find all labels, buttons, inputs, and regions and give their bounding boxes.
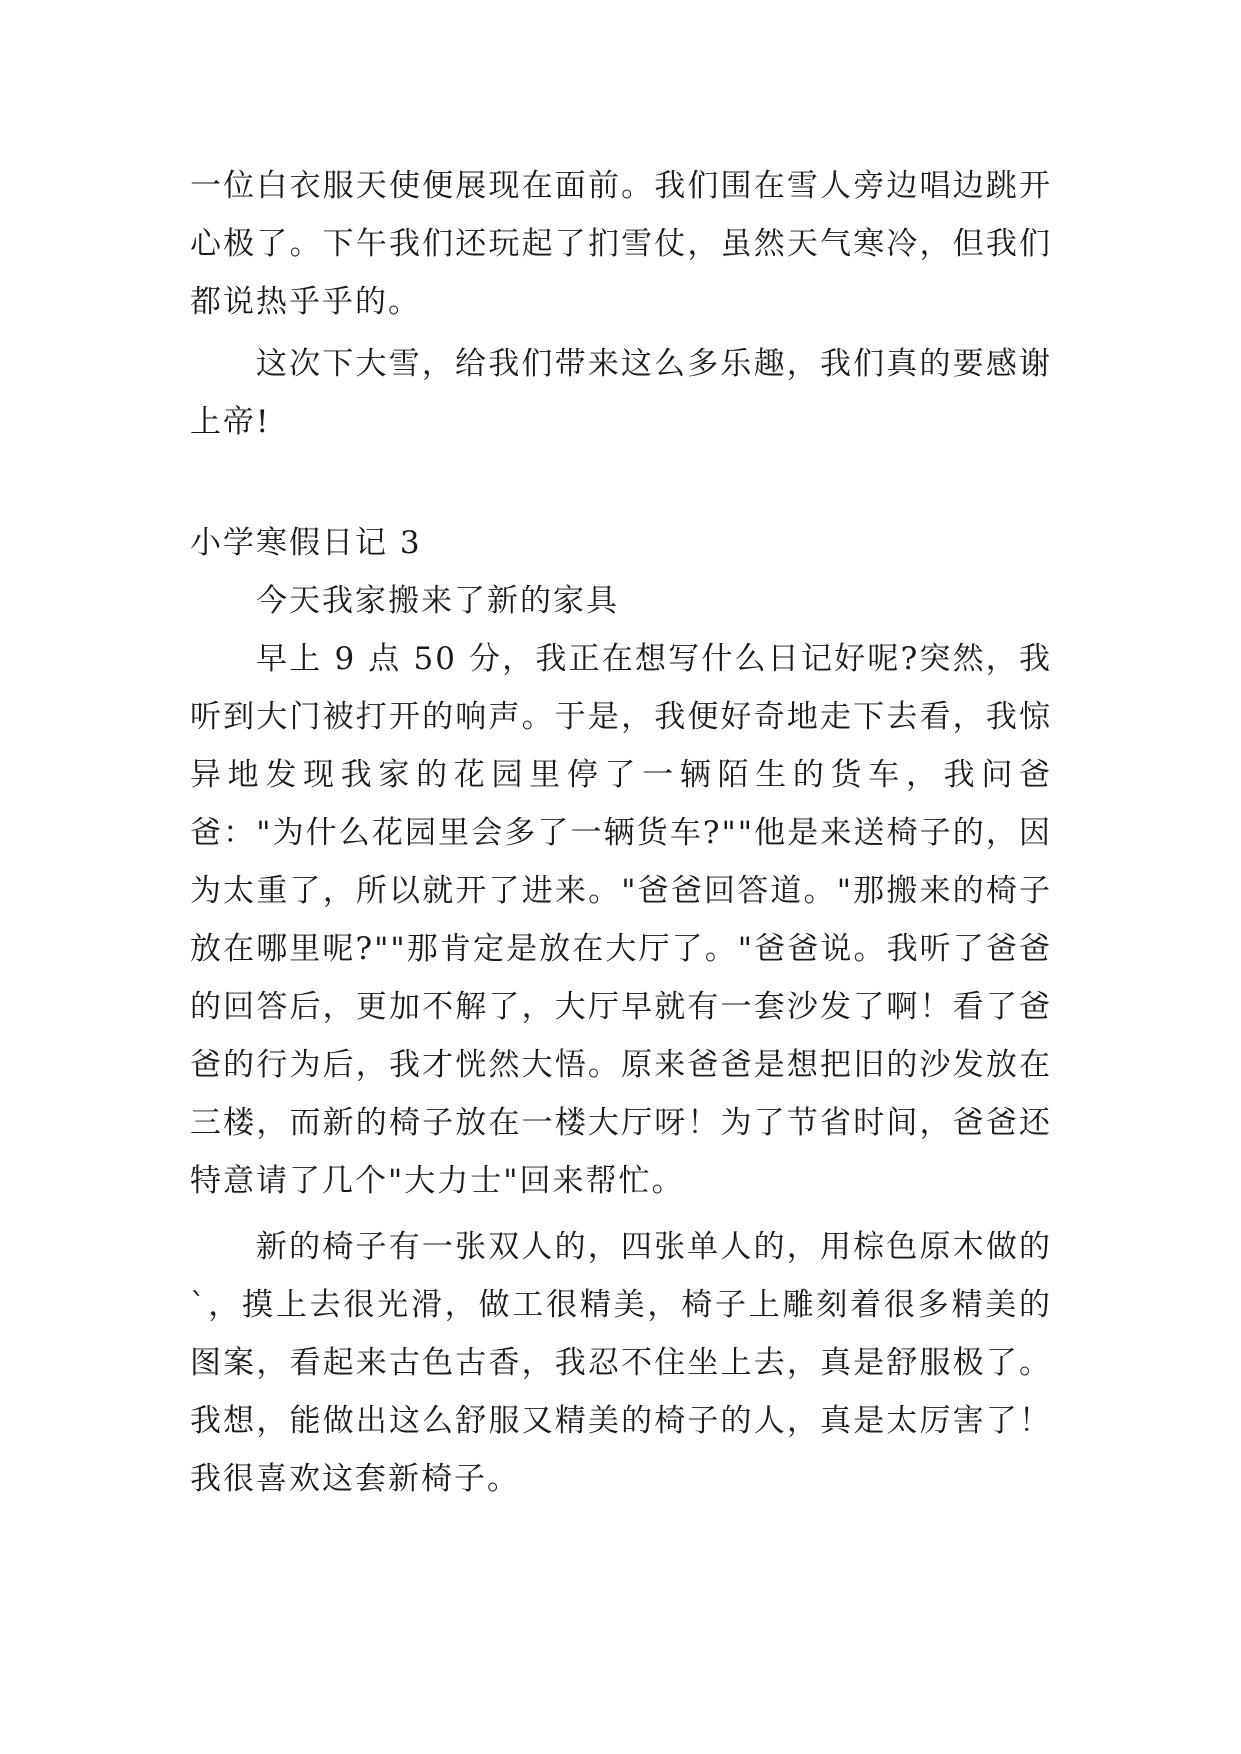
paragraph-snowman: 一位白衣服天使便展现在面前。我们围在雪人旁边唱边跳开心极了。下午我们还玩起了扪雪仗，虽然天气寒冷，但我们都说热乎乎的。 bbox=[190, 168, 1052, 320]
document-body bbox=[190, 157, 1052, 1508]
entry-title: 今天我家搬来了新的家具 bbox=[256, 583, 619, 619]
paragraph-furniture-arrival: 早上 9 点 50 分，我正在想写什么日记好呢?突然，我听到大门被打开的响声。于是，我便好奇地走下去看，我惊异地发现我家的花园里停了一辆陌生的货车，我问爸爸："为什么花园里会多了一辆货车?""他是来送椅子的，因为太重了，所以就开了进来。"爸爸回答道。"那搬来的椅子放在哪里呢?""那肯定是放在大厅了。"爸爸说。我听了爸爸的回答后，更加不解了，大厅早就有一套沙发了啊！看了爸爸的行为后，我才恍然大悟。原来爸爸是想把旧的沙发放在三楼，而新的椅子放在一楼大厅呀！为了节省时间，爸爸还特意请了几个"大力士"回来帮忙。 bbox=[190, 641, 1052, 1199]
paragraph-new-chairs: 新的椅子有一张双人的，四张单人的，用棕色原木做的`，摸上去很光滑，做工很精美，椅子上雕刻着很多精美的图案，看起来古色古香，我忍不住坐上去，真是舒服极了。我想，能做出这么舒服又精美的椅子的人，真是太厉害了！我很喜欢这套新椅子。 bbox=[190, 1229, 1052, 1497]
paragraph-thanks: 这次下大雪，给我们带来这么多乐趣，我们真的要感谢上帝! bbox=[190, 346, 1052, 440]
section-title: 小学寒假日记 3 bbox=[190, 525, 422, 561]
